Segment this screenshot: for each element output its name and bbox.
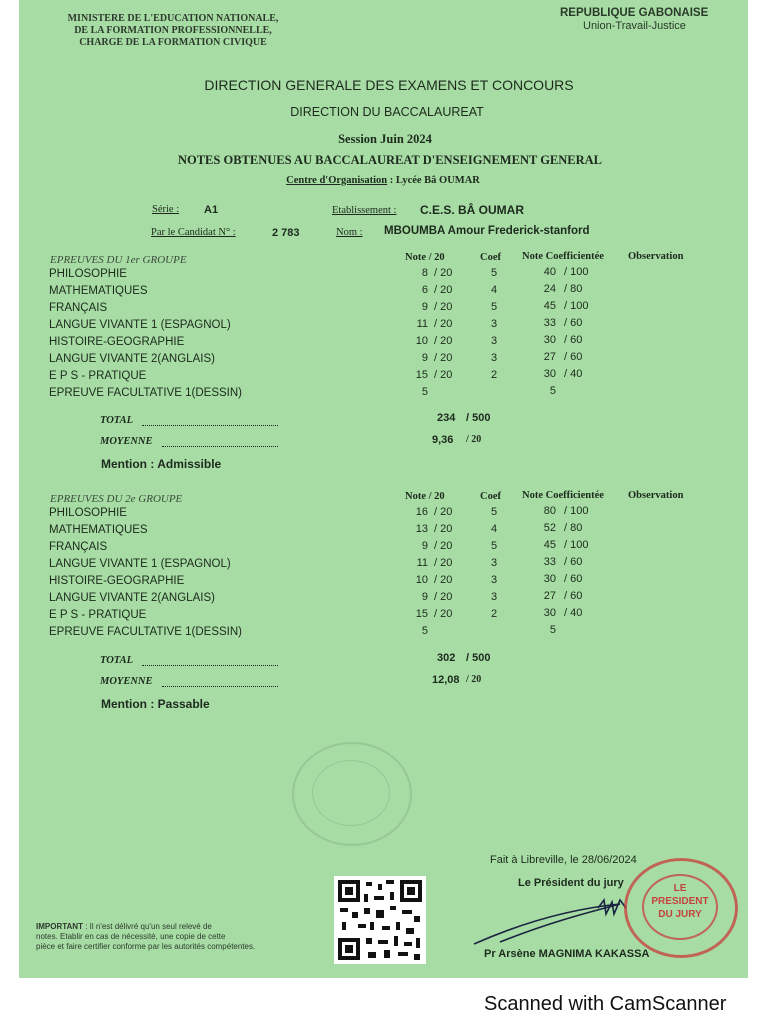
weighted-max: / 40: [564, 368, 583, 380]
group2-total-leader: [142, 665, 278, 666]
weighted-note: 27: [543, 590, 556, 602]
president-name: Pr Arsène MAGNIMA KAKASSA: [484, 948, 650, 960]
group2-title: EPREUVES DU 2e GROUPE: [50, 493, 183, 505]
note-value: 9: [421, 352, 428, 364]
weighted-note: 30: [543, 368, 556, 380]
coef-value: 2: [491, 608, 498, 620]
weighted-note: 5: [549, 624, 556, 636]
note-value: 10: [415, 335, 428, 347]
weighted-note: 33: [543, 556, 556, 568]
place-date: Fait à Libreville, le 28/06/2024: [490, 854, 637, 866]
subject-name: PHILOSOPHIE: [49, 268, 127, 280]
weighted-note: 52: [543, 522, 556, 534]
weighted-max: / 80: [564, 522, 583, 534]
weighted-max: / 60: [564, 590, 583, 602]
weighted-max: / 100: [564, 539, 589, 551]
ministry-line-3: CHARGE DE LA FORMATION CIVIQUE: [79, 37, 267, 48]
note-value: 5: [421, 625, 428, 637]
group2-col-note: Note / 20: [405, 491, 445, 502]
weighted-max: / 60: [564, 317, 583, 329]
subject-name: LANGUE VIVANTE 1 (ESPAGNOL): [49, 319, 231, 331]
coef-value: 3: [491, 591, 498, 603]
ministry-line-1: MINISTERE DE L'EDUCATION NATIONALE,: [67, 13, 279, 24]
note-value: 9: [421, 540, 428, 552]
group1-col-obs: Observation: [628, 251, 684, 262]
group1-col-coef: Coef: [480, 252, 501, 263]
subject-name: PHILOSOPHIE: [49, 507, 127, 519]
group1-moyenne-leader: [162, 446, 278, 447]
name-label: Nom :: [336, 227, 363, 238]
coef-value: 5: [491, 506, 498, 518]
group2-mention: Mention : Passable: [101, 697, 210, 711]
subject-name: HISTOIRE-GEOGRAPHIE: [49, 336, 185, 348]
subject-name: LANGUE VIVANTE 1 (ESPAGNOL): [49, 558, 231, 570]
important-line-2: notes. Etablir en cas de nécessité, une copie de cette: [36, 932, 226, 941]
group1-total-value: 234: [437, 412, 456, 424]
weighted-note: 33: [543, 317, 556, 329]
stamp-line-2: PRESIDENT: [651, 896, 709, 907]
serie-value: A1: [204, 204, 219, 216]
note-max: / 20: [434, 506, 453, 518]
republic-motto: Union-Travail-Justice: [583, 20, 686, 32]
subject-name: LANGUE VIVANTE 2(ANGLAIS): [49, 353, 215, 365]
weighted-max: / 60: [564, 334, 583, 346]
subject-name: HISTOIRE-GEOGRAPHIE: [49, 575, 185, 587]
serie-label: Série :: [152, 204, 180, 215]
note-max: / 20: [434, 540, 453, 552]
weighted-max: / 60: [564, 556, 583, 568]
coef-value: 4: [491, 284, 498, 296]
weighted-note: 80: [543, 505, 556, 517]
subject-name: EPREUVE FACULTATIVE 1(DESSIN): [49, 387, 242, 399]
note-max: / 20: [434, 574, 453, 586]
weighted-max: / 40: [564, 607, 583, 619]
group1-moyenne-max: / 20: [466, 434, 482, 445]
weighted-note: 45: [543, 300, 556, 312]
subject-name: MATHEMATIQUES: [49, 524, 148, 536]
weighted-max: / 100: [564, 505, 589, 517]
centre-line: [286, 175, 480, 186]
group2-moyenne-max: / 20: [466, 674, 482, 685]
subject-name: EPREUVE FACULTATIVE 1(DESSIN): [49, 626, 242, 638]
note-value: 9: [421, 591, 428, 603]
coef-value: 3: [491, 574, 498, 586]
important-notice: [36, 922, 255, 952]
group1-moyenne-label: MOYENNE: [100, 436, 153, 447]
note-value: 11: [416, 557, 428, 569]
note-value: 15: [415, 369, 428, 381]
group2-moyenne-leader: [162, 686, 278, 687]
faint-seal-inner: [312, 760, 390, 826]
note-max: / 20: [434, 591, 453, 603]
group1-total-leader: [142, 425, 278, 426]
note-max: / 20: [434, 318, 453, 330]
notes-title: NOTES OBTENUES AU BACCALAUREAT D'ENSEIGNEMENT GENERAL: [177, 153, 603, 167]
note-value: 6: [421, 284, 428, 296]
group2-col-obs: Observation: [628, 490, 684, 501]
group1-moyenne-value: 9,36: [432, 434, 454, 446]
group2-total-label: TOTAL: [100, 655, 134, 666]
group2-moyenne-label: MOYENNE: [100, 676, 153, 687]
coef-value: 5: [491, 301, 498, 313]
weighted-note: 30: [543, 607, 556, 619]
group1-total-max: / 500: [466, 412, 491, 424]
important-label: IMPORTANT: [36, 922, 83, 931]
weighted-note: 5: [549, 385, 556, 397]
coef-value: 3: [491, 318, 498, 330]
subject-name: MATHEMATIQUES: [49, 285, 148, 297]
group1-mention: Mention : Admissible: [101, 457, 222, 471]
group2-moyenne-value: 12,08: [432, 674, 460, 686]
group2-total-max: / 500: [466, 652, 491, 664]
scanner-watermark: Scanned with CamScanner: [484, 993, 727, 1015]
centre-label: Centre d'Organisation: [286, 175, 388, 186]
group2-total-value: 302: [437, 652, 456, 664]
coef-value: 3: [491, 557, 498, 569]
group1-total-label: TOTAL: [100, 415, 134, 426]
weighted-note: 30: [543, 334, 556, 346]
session-title: Session Juin 2024: [338, 132, 432, 146]
note-max: / 20: [434, 352, 453, 364]
note-value: 16: [415, 506, 428, 518]
direction-generale-title: DIRECTION GENERALE DES EXAMENS ET CONCOURS: [204, 77, 574, 93]
weighted-max: / 80: [564, 283, 583, 295]
group2-col-coefnote: Note Coefficientée: [522, 490, 604, 501]
subject-name: FRANÇAIS: [49, 541, 108, 553]
president-label: Le Président du jury: [518, 877, 624, 889]
stamp-line-1: LE: [673, 883, 687, 894]
subject-name: E P S - PRATIQUE: [49, 609, 147, 621]
note-value: 15: [415, 608, 428, 620]
group2-col-coef: Coef: [480, 491, 501, 502]
republic-name: REPUBLIQUE GABONAISE: [560, 7, 709, 19]
coef-value: 5: [491, 267, 498, 279]
group1-col-coefnote: Note Coefficientée: [522, 251, 604, 262]
subject-name: FRANÇAIS: [49, 302, 108, 314]
note-max: / 20: [434, 523, 453, 535]
qr-code: [334, 876, 426, 964]
ministry-block: [48, 13, 298, 49]
name-value: MBOUMBA Amour Frederick-stanford: [384, 225, 590, 237]
signature: [470, 888, 650, 952]
note-value: 10: [415, 574, 428, 586]
group1-col-note: Note / 20: [405, 252, 445, 263]
note-max: / 20: [434, 335, 453, 347]
coef-value: 4: [491, 523, 498, 535]
etablissement-value: C.E.S. BÂ OUMAR: [420, 203, 525, 217]
note-max: / 20: [434, 267, 453, 279]
note-value: 8: [421, 267, 428, 279]
candidate-number-label: Par le Candidat N° :: [151, 227, 236, 238]
etablissement-label: Etablissement :: [332, 205, 397, 216]
note-value: 5: [421, 386, 428, 398]
weighted-max: / 100: [564, 266, 589, 278]
coef-value: 3: [491, 335, 498, 347]
weighted-max: / 100: [564, 300, 589, 312]
note-value: 11: [416, 318, 428, 330]
weighted-note: 45: [543, 539, 556, 551]
weighted-note: 40: [543, 266, 556, 278]
note-value: 13: [415, 523, 428, 535]
ministry-line-2: DE LA FORMATION PROFESSIONNELLE,: [74, 25, 272, 36]
qr-code-pattern: [334, 876, 426, 964]
note-max: / 20: [434, 284, 453, 296]
note-max: / 20: [434, 557, 453, 569]
note-max: / 20: [434, 608, 453, 620]
important-line-3: pièce et faire certifier conforme par les autorités compétentes.: [36, 942, 256, 951]
centre-value: : Lycée Bâ OUMAR: [389, 175, 480, 186]
weighted-max: / 60: [564, 351, 583, 363]
coef-value: 2: [491, 369, 498, 381]
subject-name: LANGUE VIVANTE 2(ANGLAIS): [49, 592, 215, 604]
note-max: / 20: [434, 369, 453, 381]
direction-bac-title: DIRECTION DU BACCALAUREAT: [290, 105, 484, 119]
subject-name: E P S - PRATIQUE: [49, 370, 147, 382]
important-line-1: : Il n'est délivré qu'un seul relevé de: [82, 922, 212, 931]
weighted-note: 27: [543, 351, 556, 363]
coef-value: 5: [491, 540, 498, 552]
note-value: 9: [421, 301, 428, 313]
group1-title: EPREUVES DU 1er GROUPE: [50, 254, 187, 266]
weighted-max: / 60: [564, 573, 583, 585]
weighted-note: 30: [543, 573, 556, 585]
stamp-line-3: DU JURY: [658, 909, 702, 920]
note-max: / 20: [434, 301, 453, 313]
coef-value: 3: [491, 352, 498, 364]
candidate-number-value: 2 783: [272, 227, 300, 239]
jury-stamp-inner: [642, 874, 718, 940]
weighted-note: 24: [543, 283, 556, 295]
